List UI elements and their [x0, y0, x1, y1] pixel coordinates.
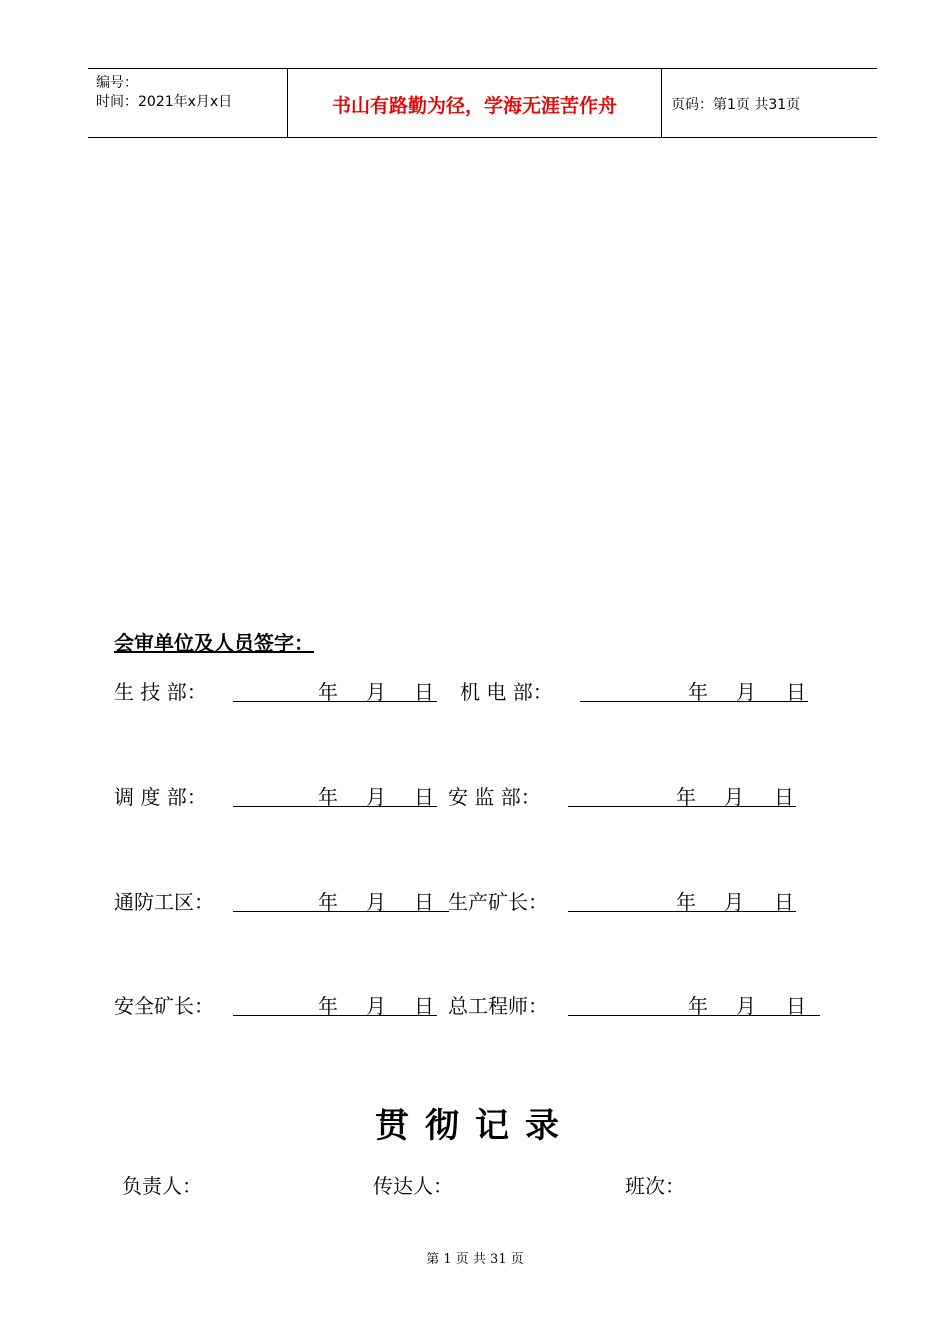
date-month: 月 — [724, 785, 744, 809]
header-page-cell — [662, 69, 877, 137]
page-footer — [0, 1248, 950, 1267]
date-month: 月 — [366, 785, 386, 809]
date-month: 月 — [366, 994, 386, 1018]
signature-row — [0, 676, 950, 706]
signature-row — [0, 781, 950, 811]
signature-label-left: 通防工区： — [114, 890, 214, 914]
signature-label-right: 机 电 部： — [460, 680, 553, 704]
signature-label-left: 调 度 部： — [114, 785, 207, 809]
date-year: 年 — [688, 680, 708, 704]
document-time-label: 时间：2021年x月x日 — [96, 94, 233, 110]
footer-page-number: 第 1 页 共 31 页 — [426, 1252, 524, 1267]
date-year: 年 — [676, 890, 696, 914]
date-year: 年 — [318, 890, 338, 914]
date-day: 日 — [414, 785, 434, 809]
date-day: 日 — [414, 994, 434, 1018]
date-year: 年 — [676, 785, 696, 809]
date-year: 年 — [318, 785, 338, 809]
date-year: 年 — [318, 994, 338, 1018]
relay-person-label: 传达人： — [373, 1174, 453, 1198]
shift-label: 班次： — [625, 1174, 685, 1198]
signature-section-title: 会审单位及人员签字： — [114, 631, 314, 655]
date-day: 日 — [414, 890, 434, 914]
date-month: 月 — [366, 680, 386, 704]
signature-label-left: 生 技 部： — [114, 680, 207, 704]
date-month: 月 — [366, 890, 386, 914]
date-day: 日 — [414, 680, 434, 704]
signature-row — [0, 990, 950, 1020]
date-day: 日 — [774, 785, 794, 809]
document-number-label: 编号： — [96, 75, 138, 91]
date-day: 日 — [786, 680, 806, 704]
date-month: 月 — [736, 680, 756, 704]
signature-label-right: 总工程师： — [448, 994, 548, 1018]
signature-label-left: 安全矿长： — [114, 994, 214, 1018]
record-section-title: 贯彻记录 — [375, 1106, 575, 1146]
responsible-person-label: 负责人： — [122, 1174, 202, 1198]
date-day: 日 — [774, 890, 794, 914]
header-motto: 书山有路勤为径，学海无涯苦作舟 — [331, 95, 617, 117]
date-month: 月 — [724, 890, 744, 914]
date-year: 年 — [318, 680, 338, 704]
date-year: 年 — [688, 994, 708, 1018]
date-month: 月 — [736, 994, 756, 1018]
signature-label-right: 生产矿长： — [448, 890, 548, 914]
signature-label-right: 安 监 部： — [448, 785, 541, 809]
header-motto-cell — [288, 69, 662, 137]
header-page-info: 页码：第1页 共31页 — [671, 97, 801, 113]
header-meta-cell — [88, 69, 288, 137]
date-day: 日 — [786, 994, 806, 1018]
page-header — [88, 68, 877, 138]
signature-row — [0, 886, 950, 916]
